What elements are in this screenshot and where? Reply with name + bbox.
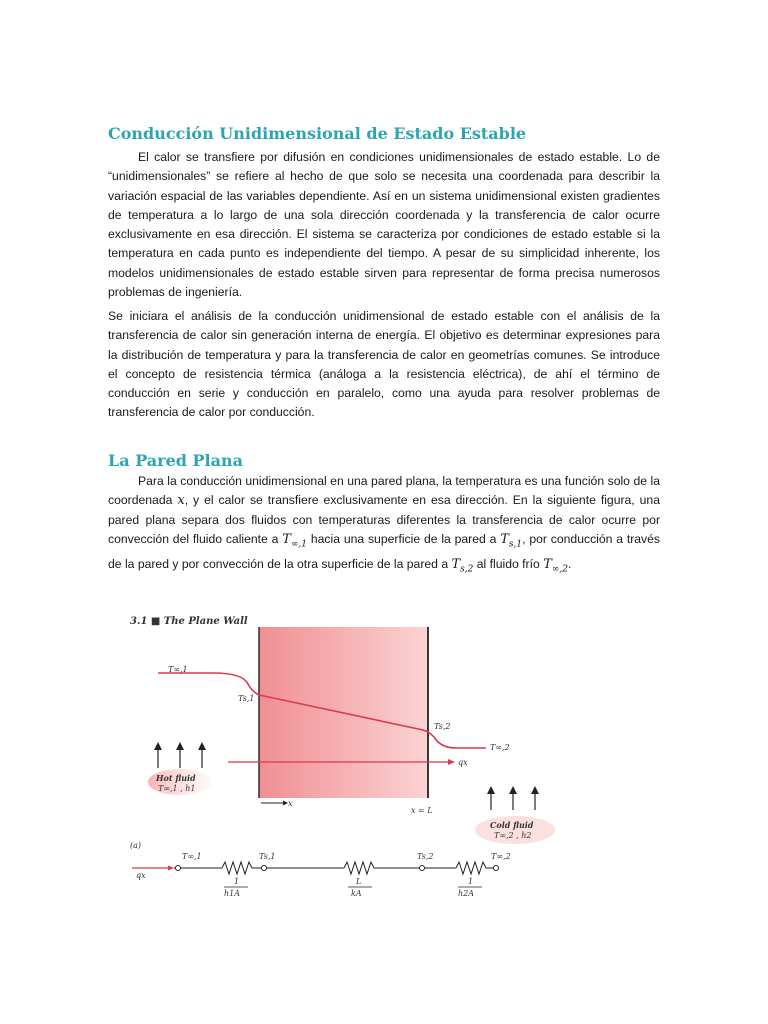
label-t-inf-2: T∞,2 [490,743,510,752]
var-t-inf-2: $T_{\infty,2}$ [543,556,568,575]
paragraph-intro: El calor se transfiere por difusión en condiciones unidimensionales de estado estable. Lo de “unidimensionales” se refiere al hecho de que solo se necesita una coordenada para describir la variación espacial de las variables dependiente. Así en un sistema unidimensional existen gradientes de temperatura a lo largo de una sola dirección coordenada y la transferencia de calor ocurre exclusivamente en esa dirección. El sistema se caracteriza por condiciones de estado estable si la temperatura en cada punto es independiente del tiempo. A pesar de su simplicidad inherente, los modelos unidimensionales de estado estable sirven para representar de forma precisa numerosos problemas de ingeniería. [108,150,660,300]
label-t-s-1: Ts,1 [238,694,255,703]
paragraph-pared-plana: Para la conducción unidimensional en una pared plana, la temperatura es una función solo de la coordenada x, y el calor se transfiere exclusivamente en esa dirección. En la siguiente figura, una pared plana separa dos fluidos con temperaturas diferentes la transferencia de calor ocurre por convección del fluido caliente a $T_{\infty,1}$ hacia una superficie de la pared a $T_{s,1}$, por conducción a través de la pared y por convección de la otra superficie de la pared a $T_{s,2}$ al fluido frío $T_{\infty,2}$. [108,474,661,575]
circuit-label-qx: qx [136,871,146,880]
hot-fluid-arrows [158,748,202,768]
paragraph-analysis: Se iniciara el análisis de la conducción unidimensional de estado estable con el análisis de la transferencia de calor sin generación interna de energía. El objetivo es determinar expresiones para la distribución de temperatura y para la transferencia de calor en geometrías comunes. Se introduce el concepto de resistencia térmica (análoga a la resistencia eléctrica), de ahí el término de conducción en serie y conducción en paralelo, como una ayuda para resolver problemas de transferencia de calor por conducción. [108,309,660,420]
hot-fluid-params: T∞,1 , h1 [158,784,196,793]
circuit-t-inf-1: T∞,1 [182,852,202,861]
r2-denominator: kA [351,889,362,898]
label-x: x [288,799,293,808]
section-heading-pared-plana: La Pared Plana [108,451,243,470]
cold-fluid-arrows [491,792,535,810]
circuit-t-s-1: Ts,1 [259,852,276,861]
var-t-s-1: $T_{s,1}$ [500,531,523,550]
r1-numerator: 1 [234,877,240,886]
r3-numerator: 1 [468,877,474,886]
var-x: x [177,493,185,509]
section-heading-conduccion: Conducción Unidimensional de Estado Estable [108,124,527,143]
figure-title: 3.1 ■ The Plane Wall [130,616,248,627]
resistor-convection-1 [222,862,252,874]
circuit-t-s-2: Ts,2 [417,852,434,861]
circuit-label: (a) [130,841,142,850]
resistor-convection-2 [456,862,486,874]
label-qx: qx [458,758,468,767]
label-t-inf-1: T∞,1 [168,665,188,674]
var-t-inf-1: $T_{\infty,1}$ [282,531,308,550]
label-x-eq-l: x = L [411,806,433,815]
plane-wall-figure [118,600,568,900]
cold-fluid-label: Cold fluid [490,820,534,830]
var-t-s-2: $T_{s,2}$ [451,556,474,575]
r3-denominator: h2A [458,889,475,898]
label-t-s-2: Ts,2 [434,722,451,731]
r1-denominator: h1A [224,889,241,898]
hot-fluid-label: Hot fluid [156,773,196,783]
resistor-conduction [344,862,374,874]
cold-fluid-params: T∞,2 , h2 [494,831,532,840]
circuit-t-inf-2: T∞,2 [491,852,511,861]
r2-numerator: L [356,877,362,886]
